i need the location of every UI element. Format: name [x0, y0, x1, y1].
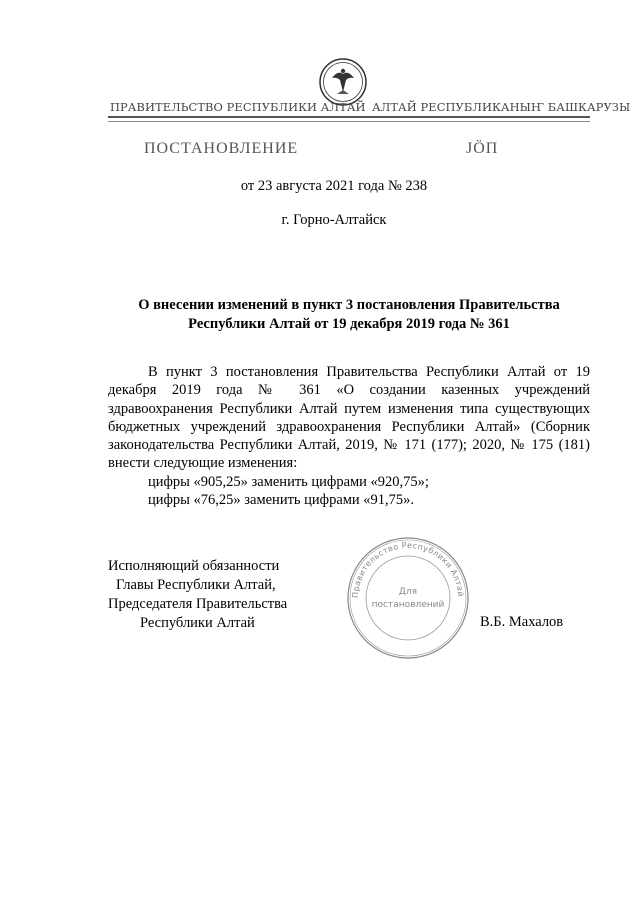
- header-rule-thin: [108, 121, 590, 122]
- document-body: [108, 363, 590, 509]
- signatory-title-line: Председателя Правительства: [108, 596, 288, 612]
- government-name-altai: АЛТАЙ РЕСПУБЛИКАНЫҤ БАШКАРУЗЫ: [372, 100, 631, 114]
- signatory-title-line: Исполняющий обязанности: [108, 558, 280, 574]
- signatory-title: [108, 557, 308, 633]
- change-item: цифры «76,25» заменить цифрами «91,75».: [148, 492, 415, 509]
- body-paragraph: В пункт 3 постановления Правительства Республики Алтай от 19 декабря 2019 года № 361 «О создании казенных учреждений здравоохранения Республики Алтай путем изменения типа существующих бюджетных учреждений здравоохранения Республики Алтай» (Сборник законодательства Республики Алтай, 2019, № 171 (177); 2020, № 175 (181) внести следующие изменения:: [108, 364, 590, 472]
- document-type-altai: ЈӦП: [466, 140, 499, 157]
- official-seal-stamp: [346, 536, 470, 660]
- seal-inner-text: Для: [398, 587, 418, 597]
- signatory-name: В.Б. Махалов: [480, 614, 564, 630]
- document-type-russian: ПОСТАНОВЛЕНИЕ: [144, 140, 299, 157]
- document-date-number: от 23 августа 2021 года № 238: [240, 178, 428, 194]
- document-city: г. Горно-Алтайск: [281, 212, 387, 228]
- seal-outer-text: Правительство Республики Алтай: [350, 540, 466, 599]
- change-item: цифры «905,25» заменить цифрами «920,75»;: [148, 473, 429, 490]
- document-title-line: О внесении изменений в пункт 3 постановления Правительства: [138, 297, 560, 313]
- seal-inner-text: постановлений: [371, 600, 445, 610]
- document-title-line: Республики Алтай от 19 декабря 2019 года № 361: [188, 316, 510, 332]
- signatory-title-line: Республики Алтай: [140, 615, 255, 631]
- signatory-title-line: Главы Республики Алтай,: [116, 577, 276, 593]
- government-name-russian: ПРАВИТЕЛЬСТВО РЕСПУБЛИКИ АЛТАЙ: [110, 100, 366, 114]
- header-rule: [108, 116, 590, 118]
- document-title: [108, 296, 590, 334]
